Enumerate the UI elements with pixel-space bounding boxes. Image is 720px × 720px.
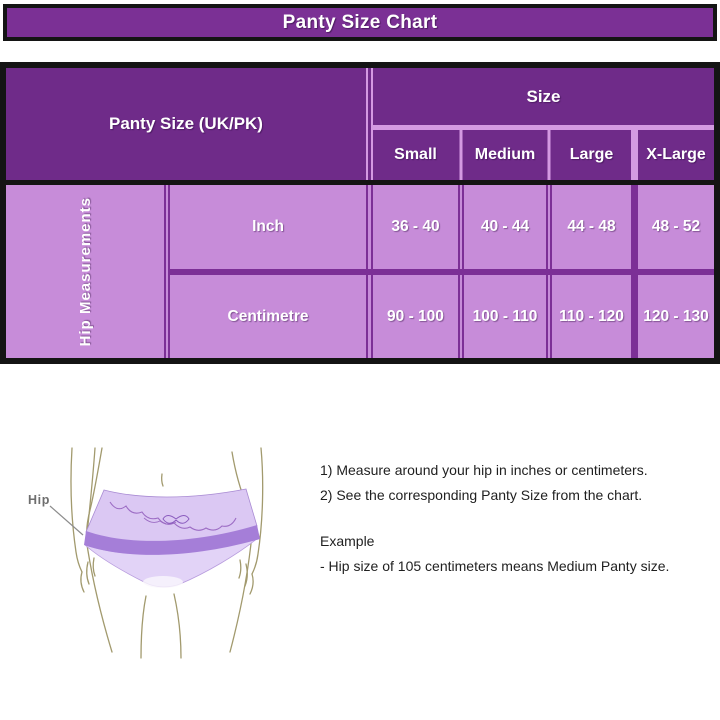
size-group-header: Size bbox=[373, 68, 714, 125]
column-header-large: Large bbox=[552, 130, 631, 180]
column-header-medium: Medium bbox=[464, 130, 546, 180]
column-header-small: Small bbox=[373, 130, 458, 180]
column-divider bbox=[631, 130, 638, 180]
row-group-header-text: Hip Measurements bbox=[76, 196, 94, 347]
cell-inch-xlarge: 48 - 52 bbox=[638, 185, 714, 269]
hip-figure-drawing bbox=[24, 446, 312, 660]
instruction-step-1: 1) Measure around your hip in inches or centimeters. bbox=[320, 462, 648, 478]
page-title-bar bbox=[3, 4, 717, 41]
cell-centimetre-small: 90 - 100 bbox=[373, 275, 458, 358]
panty-drawing bbox=[84, 489, 260, 588]
header-vertical-divider bbox=[366, 68, 373, 180]
cell-centimetre-large: 110 - 120 bbox=[552, 275, 631, 358]
row-header-centimetre: Centimetre bbox=[170, 275, 366, 358]
row-header-inch: Inch bbox=[170, 185, 366, 269]
hip-pointer-line bbox=[50, 506, 83, 535]
cell-inch-small: 36 - 40 bbox=[373, 185, 458, 269]
cell-centimetre-xlarge: 120 - 130 bbox=[638, 275, 714, 358]
hip-label: Hip bbox=[28, 493, 50, 507]
cell-centimetre-medium: 100 - 110 bbox=[464, 275, 546, 358]
cell-inch-large: 44 - 48 bbox=[552, 185, 631, 269]
hip-illustration bbox=[24, 446, 312, 660]
size-table bbox=[0, 62, 720, 364]
instruction-step-2: 2) See the corresponding Panty Size from the chart. bbox=[320, 486, 643, 503]
column-header-xlarge: X-Large bbox=[638, 130, 714, 180]
cell-inch-medium: 40 - 44 bbox=[464, 185, 546, 269]
corner-header-panty-size-ukpk: Panty Size (UK/PK) bbox=[6, 68, 366, 180]
example-text: - Hip size of 105 centimeters means Medium Panty size. bbox=[320, 557, 670, 574]
row-group-header-hip-measurements bbox=[6, 185, 164, 358]
instructions bbox=[320, 458, 718, 578]
page-title: Panty Size Chart bbox=[282, 11, 438, 33]
example-title: Example bbox=[320, 533, 375, 549]
